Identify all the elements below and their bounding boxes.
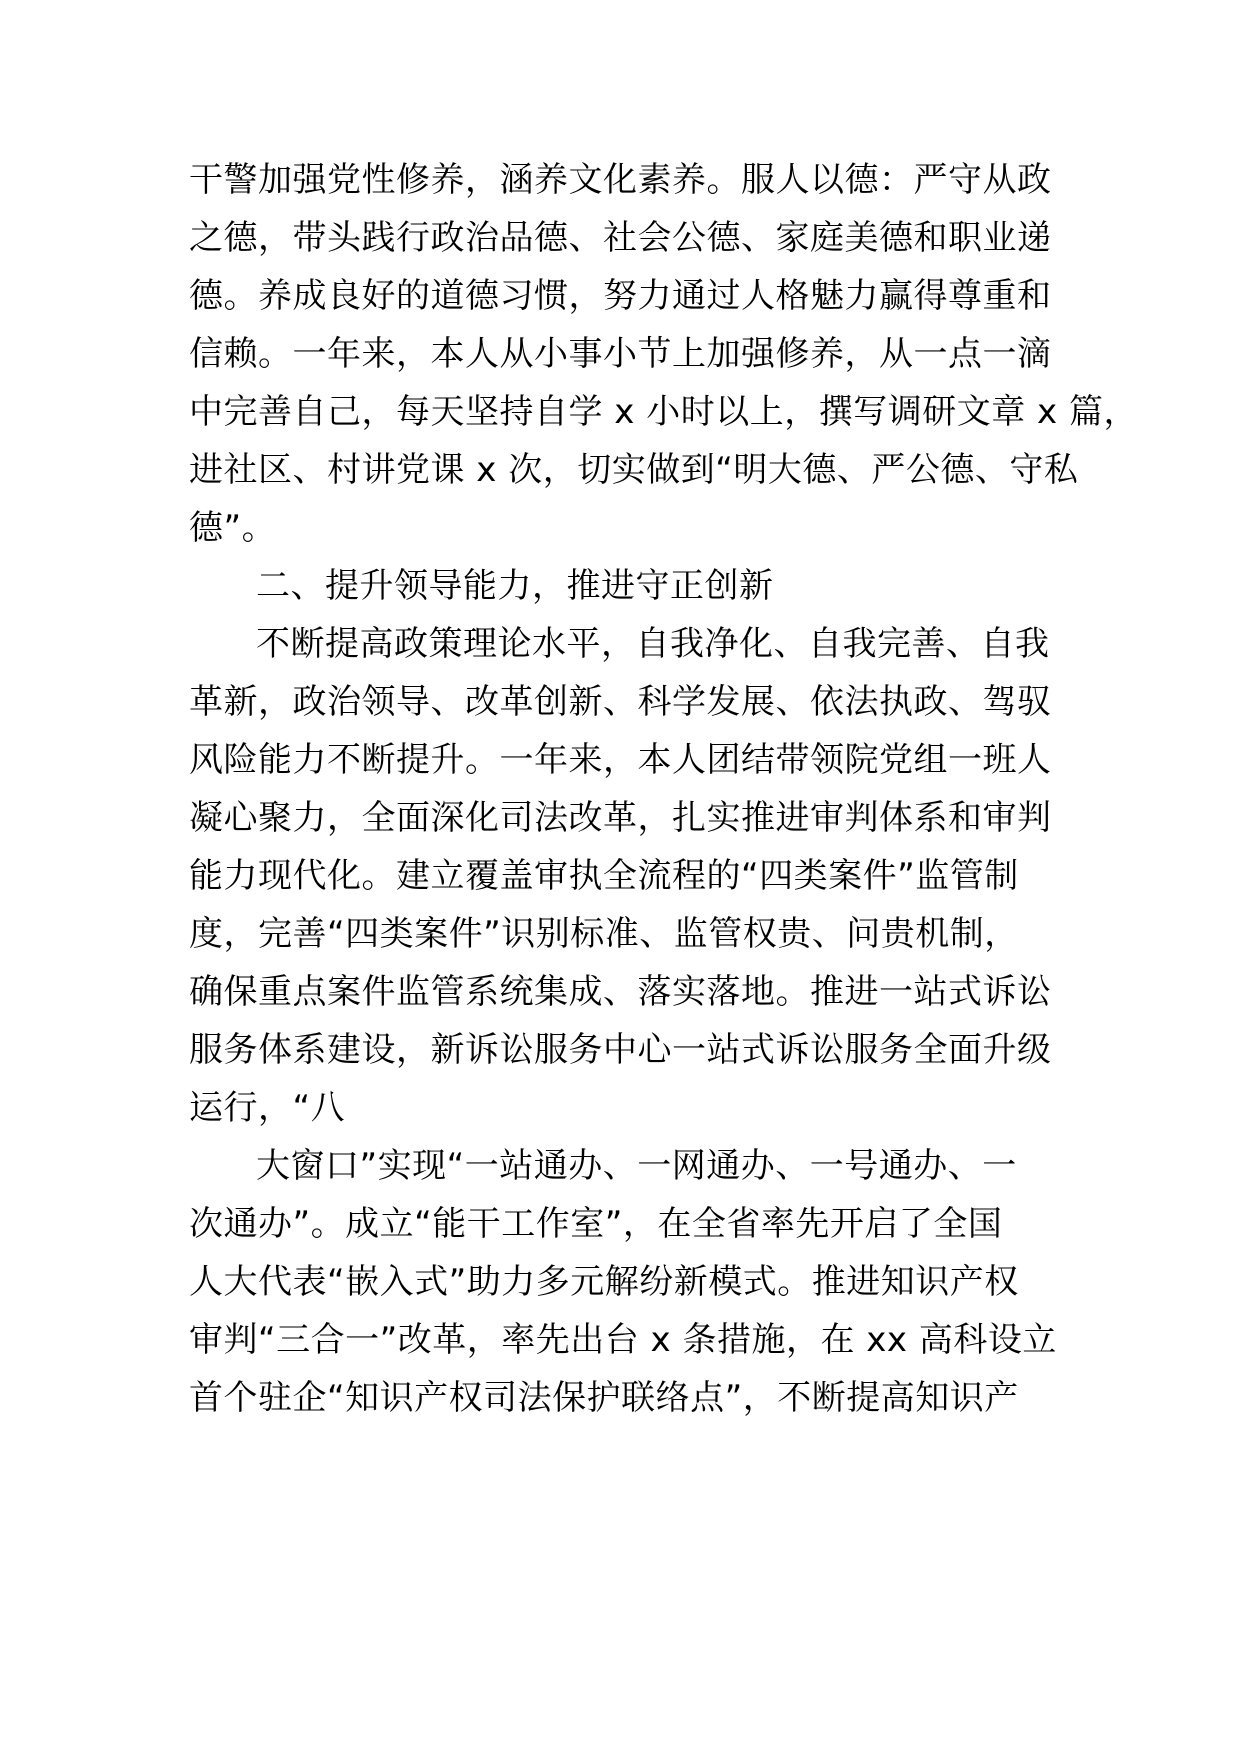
text-line: 之德，带头践行政治品德、社会公德、家庭美德和职业递: [189, 218, 1052, 258]
text-line: 德。养成良好的道德习惯，努力通过人格魅力赢得尊重和: [189, 276, 1052, 316]
text-line: 风险能力不断提升。一年来，本人团结带领院党组一班人: [189, 740, 1052, 780]
text-line: 革新，政治领导、改革创新、科学发展、依法执政、驾驭: [189, 682, 1052, 722]
text-line: 审判“三合一”改革，率先出台 x 条措施，在 xx 高科设立: [189, 1320, 1057, 1360]
text-line: 服务体系建设，新诉讼服务中心一站式诉讼服务全面升级: [189, 1030, 1052, 1070]
text-line: 德”。: [189, 508, 277, 548]
text-line: 度，完善“四类案件”识别标准、监管权贵、问贵机制，: [189, 914, 1019, 954]
text-line: 人大代表“嵌入式”助力多元解纷新模式。推进知识产权: [189, 1262, 1019, 1302]
text-line: 进社区、村讲党课 x 次，切实做到“明大德、严公德、守私: [189, 450, 1079, 490]
text-line: 首个驻企“知识产权司法保护联络点”，不断提高知识产: [189, 1378, 1019, 1418]
text-line: 次通办”。成立“能干工作室”，在全省率先开启了全国: [189, 1204, 1003, 1244]
text-line: 确保重点案件监管系统集成、落实落地。推进一站式诉讼: [189, 972, 1052, 1012]
text-line: 信赖。一年来，本人从小事小节上加强修养，从一点一滴: [189, 334, 1052, 374]
text-line: 运行，“八: [189, 1088, 346, 1128]
paragraph-first-line: 不断提高政策理论水平，自我净化、自我完善、自我: [256, 624, 1050, 664]
text-line: 能力现代化。建立覆盖审执全流程的“四类案件”监管制: [189, 856, 1019, 896]
paragraph-first-line: 大窗口”实现“一站通办、一网通办、一号通办、一: [256, 1146, 1017, 1186]
text-line: 凝心聚力，全面深化司法改革，扎实推进审判体系和审判: [189, 798, 1052, 838]
section-heading: 二、提升领导能力，推进守正创新: [256, 566, 774, 606]
text-line: 中完善自己，每天坚持自学 x 小时以上，撰写调研文章 x 篇，: [189, 392, 1138, 432]
text-line: 干警加强党性修养，涵养文化素养。服人以德：严守从政: [189, 160, 1052, 200]
